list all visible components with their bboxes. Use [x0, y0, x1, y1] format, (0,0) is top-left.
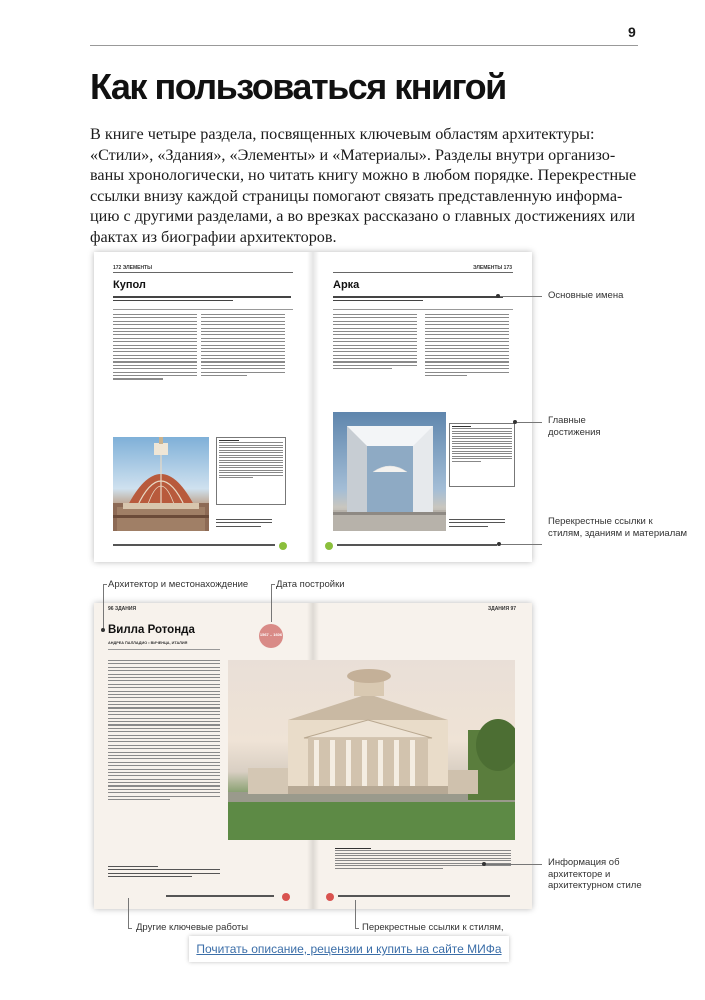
build-date-text: 1567 – 1606 [259, 632, 283, 637]
villa-rotonda-photo [228, 660, 515, 840]
spread1-left-rule [113, 272, 293, 273]
buy-link-button[interactable] [189, 936, 509, 962]
callout-line-architect-info [486, 864, 542, 865]
spread1-text-col1 [113, 314, 197, 382]
callout-achievements: Главные достижения [548, 415, 601, 438]
arch-caption [449, 519, 505, 529]
spread2-text-col [108, 660, 220, 802]
spread2-left-crossrefs [166, 895, 274, 897]
callout-line-crossrefs [501, 544, 542, 545]
spread2-right-ref-dot [326, 893, 334, 901]
achievements-box-right [449, 423, 515, 487]
callout-line-build-date [271, 584, 272, 622]
callout-dot-architect [101, 628, 105, 632]
callout-build-date: Дата постройки [276, 579, 345, 590]
spread1-right-header: ЭЛЕМЕНТЫ 173 [473, 265, 513, 271]
spread2-rule [108, 649, 220, 650]
spread1-text-col2 [201, 314, 285, 378]
callout-crossrefs-bottom: Перекрестные ссылки к стилям, [362, 922, 504, 933]
callout-other-works: Другие ключевые работы [136, 922, 249, 933]
spread1-left-ref-dot [279, 542, 287, 550]
spread1-right-ref-dot [325, 542, 333, 550]
spread2-right-header: ЗДАНИЯ 97 [488, 606, 517, 612]
callout-line-architect [103, 584, 104, 630]
spread2-title: Вилла Ротонда [108, 624, 195, 636]
callout-line-build-date-h [271, 584, 275, 585]
callout-line-architect-h [103, 584, 107, 585]
spread1-left-title: Купол [113, 279, 146, 291]
callout-line-crossrefs-bottom [355, 900, 356, 928]
callout-line-other-works-h [128, 928, 132, 929]
callout-architect-location: Архитектор и местонахождение [108, 579, 249, 590]
spread1-right-names [333, 296, 511, 304]
header-rule [90, 45, 638, 46]
spread1-right-rule [333, 272, 513, 273]
spread1-left-header: 172 ЭЛЕМЕНТЫ [113, 265, 153, 271]
spread1-right-crossrefs [337, 544, 497, 546]
callout-line-crossrefs-bottom-h [355, 928, 359, 929]
dome-photo [113, 437, 209, 531]
architect-info-box [333, 846, 513, 884]
buy-link-label[interactable]: Почитать описание, рецензии и купить на сайте МИФа [196, 942, 502, 956]
spread1-left-names [113, 296, 291, 304]
spread2-left-ref-dot [282, 893, 290, 901]
achievements-box-left [216, 437, 286, 505]
spread1-right-rule2 [333, 309, 513, 310]
spread2-subtitle: АНДРЕА ПАЛЛАДИО • ВИЧЕНЦА, ИТАЛИЯ [108, 641, 188, 645]
spread1-right-title: Арка [333, 279, 360, 291]
callout-main-names: Основные имена [548, 290, 624, 301]
spread1-left-rule2 [113, 309, 293, 310]
callout-line-achievements [517, 422, 542, 423]
arch-photo [333, 412, 446, 531]
intro-paragraph: В книге четыре раздела, посвященных ключевым областям архитектуры: «Стили», «Здания», «Элементы» и «Материалы». Разделы внутри организованы хронологически, но читать книгу можно в любом порядке. Перекрестные ссылки внизу каждой страницы помогают связать представленную информацию с другими разделами, а во врезках рассказано о главных достижениях или фактах из биографии архитекторов. [90, 125, 637, 246]
spread2-right-crossrefs [338, 895, 510, 897]
page-title: Как пользоваться книгой [90, 66, 506, 107]
spread2-other-works-list [108, 866, 220, 880]
dome-caption [216, 519, 272, 529]
callout-crossrefs: Перекрестные ссылки к стилям, зданиям и материалам [548, 516, 688, 539]
spread1-text-col3 [333, 314, 417, 372]
callout-line-main-names [500, 296, 542, 297]
callout-line-other-works [128, 898, 129, 928]
spread1-left-crossrefs [113, 544, 275, 546]
page-number: 9 [628, 24, 636, 40]
callout-architect-info: Информация об архитекторе и архитектурном стиле [548, 857, 642, 891]
spread1-text-col4 [425, 314, 509, 378]
spread-gutter [307, 252, 319, 562]
spread2-left-header: 96 ЗДАНИЯ [108, 606, 137, 612]
